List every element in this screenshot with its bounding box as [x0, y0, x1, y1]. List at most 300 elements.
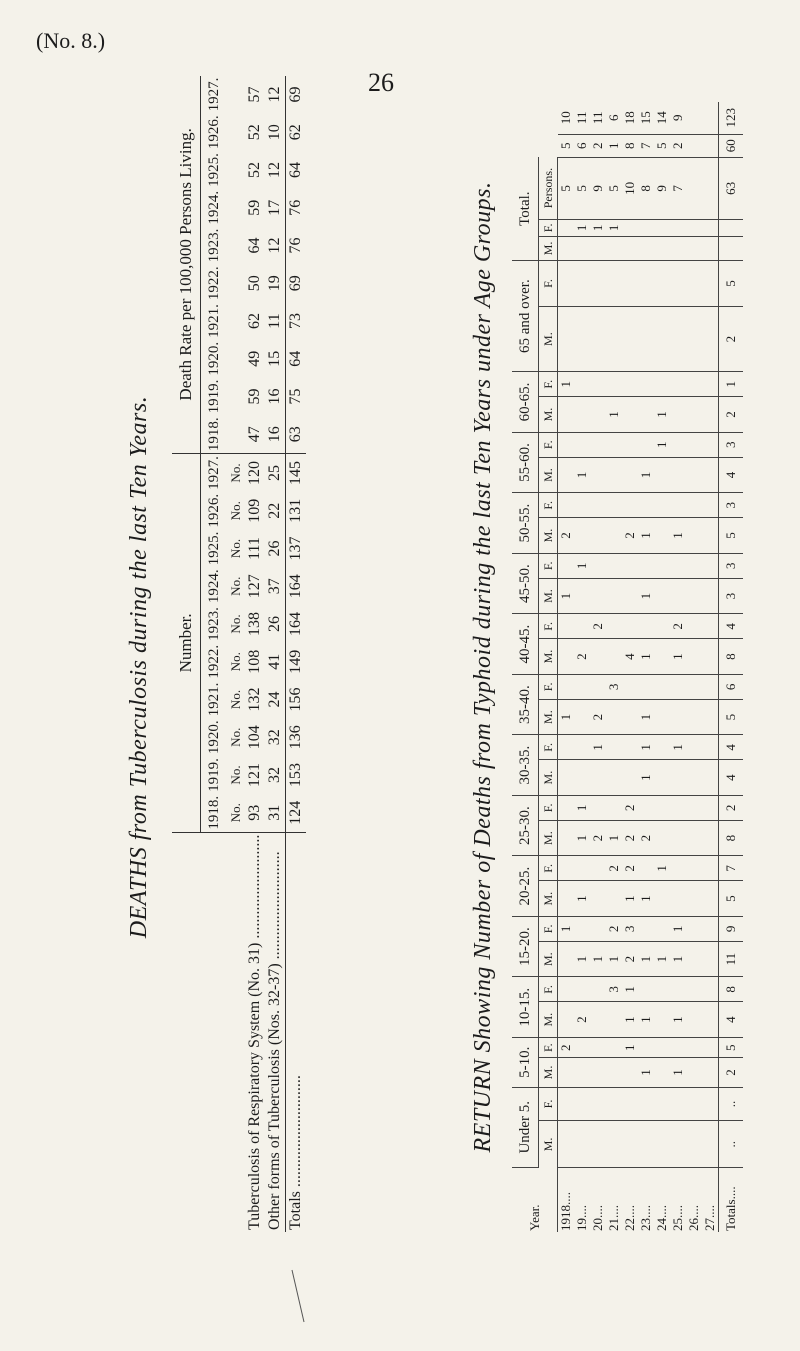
count-cell [622, 760, 638, 796]
count-cell [638, 674, 654, 699]
count-cell [558, 760, 575, 796]
tuberculosis-title [126, 102, 153, 1232]
count-cell [702, 432, 719, 457]
count-cell [686, 102, 702, 134]
count-cell: 1 [574, 941, 590, 977]
count-cell [702, 699, 719, 735]
table-row [265, 76, 286, 1232]
count-cell [686, 578, 702, 614]
rate-cell: 59 [246, 388, 263, 405]
count-cell: 1 [638, 941, 654, 977]
count-cell [686, 674, 702, 699]
number-cell: 121 [246, 762, 263, 787]
count-cell [654, 553, 670, 578]
rate-cell: 64 [246, 237, 263, 254]
count-cell [702, 795, 719, 820]
unit-label: No. [228, 463, 243, 483]
count-cell: 1 [670, 941, 686, 977]
count-cell [654, 493, 670, 518]
rate-cell: 69 [286, 76, 307, 114]
table-row [702, 102, 719, 1232]
count-cell [686, 881, 702, 917]
rate-cell: 17 [266, 199, 283, 216]
count-cell [574, 1037, 590, 1057]
count-cell [654, 881, 670, 917]
number-cell: 120 [246, 460, 263, 485]
count-cell [590, 457, 606, 493]
count-cell [558, 306, 575, 371]
count-cell: 1 [606, 820, 622, 856]
age-group-header: 20-25. [512, 856, 539, 917]
unit-label: No. [228, 652, 243, 672]
count-cell [702, 578, 719, 614]
total-cell: .. [719, 1121, 744, 1168]
total-cell: 3 [719, 553, 744, 578]
count-cell: 2 [590, 614, 606, 639]
count-cell [574, 372, 590, 397]
count-cell [558, 1121, 575, 1168]
table-row [670, 102, 686, 1232]
count-cell [654, 261, 670, 307]
count-cell [606, 614, 622, 639]
female-header: F. [539, 432, 558, 457]
count-cell [670, 760, 686, 796]
rate-cell: 52 [246, 124, 263, 141]
count-cell [558, 639, 575, 675]
rate-cell: 62 [246, 312, 263, 329]
female-header: F. [539, 674, 558, 699]
count-cell: 1 [638, 735, 654, 760]
count-cell [590, 372, 606, 397]
rate-cell: 47 [245, 415, 265, 453]
total-cell: 4 [719, 614, 744, 639]
total-cell: 9 [719, 916, 744, 941]
count-cell [590, 1087, 606, 1121]
count-cell [686, 1121, 702, 1168]
count-cell: 1 [638, 578, 654, 614]
count-cell [574, 614, 590, 639]
count-cell [702, 134, 719, 157]
count-cell [670, 699, 686, 735]
count-cell [702, 941, 719, 977]
count-cell [686, 820, 702, 856]
count-cell: 1 [670, 518, 686, 554]
count-cell [686, 856, 702, 881]
count-cell [638, 1121, 654, 1168]
count-cell [654, 1058, 670, 1087]
count-cell [670, 1037, 686, 1057]
count-cell [622, 699, 638, 735]
count-cell [702, 493, 719, 518]
count-cell [670, 397, 686, 433]
female-header: F. [539, 372, 558, 397]
count-cell [702, 977, 719, 1002]
total-cell: 6 [719, 674, 744, 699]
table-row [245, 76, 265, 1232]
unit-label: No. [228, 614, 243, 634]
count-cell: 8 [638, 157, 654, 219]
rate-unit-spacer [227, 76, 245, 454]
age-group-header: 50-55. [512, 493, 539, 554]
year-header: 1924. [205, 190, 222, 225]
count-cell [622, 432, 638, 457]
year-header: 1923. [205, 607, 222, 641]
count-cell [606, 306, 622, 371]
count-cell [638, 432, 654, 457]
count-cell [638, 1037, 654, 1057]
year-cell: 19.... [574, 1205, 589, 1231]
count-cell [574, 432, 590, 457]
count-cell [606, 553, 622, 578]
count-cell [686, 1087, 702, 1121]
count-cell [622, 306, 638, 371]
unit-row [227, 76, 245, 1232]
count-cell [702, 553, 719, 578]
count-cell [686, 977, 702, 1002]
male-header: M. [539, 760, 558, 796]
rate-cell: 73 [286, 302, 307, 340]
tuberculosis-panel [126, 77, 366, 1232]
count-cell [654, 1037, 670, 1057]
count-cell [606, 639, 622, 675]
unit-label: No. [228, 689, 243, 710]
count-cell: 1 [590, 735, 606, 760]
count-cell [622, 493, 638, 518]
unit-label: No. [228, 765, 243, 785]
count-cell [638, 236, 654, 260]
count-cell [686, 397, 702, 433]
count-cell [558, 674, 575, 699]
count-cell [638, 614, 654, 639]
male-header: M. [539, 699, 558, 735]
count-cell [558, 219, 575, 236]
count-cell [574, 578, 590, 614]
typhoid-title [470, 102, 497, 1232]
count-cell [702, 674, 719, 699]
count-cell [654, 457, 670, 493]
count-cell: 2 [622, 856, 638, 881]
count-cell [606, 457, 622, 493]
count-cell: 1 [638, 1058, 654, 1087]
count-cell: 3 [606, 977, 622, 1002]
page-number: 26 [368, 68, 394, 97]
count-cell: 4 [622, 639, 638, 675]
number-cell: 108 [246, 649, 263, 674]
count-cell [654, 1002, 670, 1038]
count-cell [654, 760, 670, 796]
number-cell: 25 [266, 464, 283, 481]
count-cell [574, 1121, 590, 1168]
count-cell [622, 735, 638, 760]
number-cell: 137 [286, 530, 307, 568]
row-label: Totals ............................ [286, 832, 307, 1232]
count-cell: 7 [670, 157, 686, 219]
count-cell: 2 [558, 1037, 575, 1057]
number-cell: 149 [286, 643, 307, 681]
total-cell: 3 [719, 578, 744, 614]
count-cell [670, 432, 686, 457]
unit-label: No. [228, 727, 243, 747]
count-cell [574, 518, 590, 554]
total-cell: 2 [719, 306, 744, 371]
number-cell: 104 [246, 725, 263, 750]
year-header: 1922. [205, 266, 222, 301]
count-cell [638, 916, 654, 941]
count-cell [558, 614, 575, 639]
count-cell [606, 261, 622, 307]
unit-spacer [227, 832, 245, 1232]
count-cell [558, 432, 575, 457]
count-cell [606, 1087, 622, 1121]
year-cell: 20.... [590, 1205, 605, 1231]
count-cell: 5 [558, 157, 575, 219]
number-cell: 37 [266, 578, 283, 595]
total-cell: 123 [719, 102, 744, 134]
year-header: 1918. [201, 794, 228, 832]
count-cell [638, 856, 654, 881]
count-cell [558, 941, 575, 977]
count-cell: 1 [606, 134, 622, 157]
count-cell: 1 [558, 372, 575, 397]
year-header: 1926. [205, 493, 222, 528]
count-cell: 2 [574, 639, 590, 675]
count-cell: 2 [622, 941, 638, 977]
count-cell [590, 977, 606, 1002]
age-group-header: 15-20. [512, 916, 539, 977]
female-header: F. [539, 1037, 558, 1057]
count-cell [574, 1087, 590, 1121]
number-cell: 145 [286, 454, 307, 492]
total-cell: 3 [719, 432, 744, 457]
female-header: F. [539, 1087, 558, 1121]
count-cell [574, 856, 590, 881]
count-cell [670, 261, 686, 307]
year-header: 1925. [205, 531, 222, 566]
count-cell [654, 614, 670, 639]
count-cell [606, 1037, 622, 1057]
count-cell [686, 157, 702, 219]
count-cell [670, 1087, 686, 1121]
year-cell: 24.... [654, 1205, 669, 1231]
number-cell: 138 [246, 611, 263, 636]
total-cell: 2 [719, 1058, 744, 1087]
count-cell [702, 1087, 719, 1121]
male-header: M. [539, 578, 558, 614]
count-cell [670, 457, 686, 493]
count-cell: 6 [574, 134, 590, 157]
count-cell: 9 [670, 102, 686, 134]
number-cell: 93 [245, 794, 265, 832]
count-cell [670, 856, 686, 881]
count-cell [622, 236, 638, 260]
table-row [606, 102, 622, 1232]
total-header: Total. [512, 157, 539, 260]
count-cell [638, 372, 654, 397]
count-cell [686, 518, 702, 554]
age-group-header: 25-30. [512, 795, 539, 856]
year-header: 1926. [205, 115, 222, 150]
count-cell: 1 [574, 219, 590, 236]
count-cell [622, 219, 638, 236]
count-cell: 1 [622, 1037, 638, 1057]
number-cell: 31 [265, 794, 286, 832]
label-header [172, 832, 227, 1232]
total-male-header: M. [539, 236, 558, 260]
count-cell [622, 1087, 638, 1121]
count-cell [558, 977, 575, 1002]
female-header: F. [539, 261, 558, 307]
count-cell [590, 760, 606, 796]
number-cell: 164 [286, 605, 307, 643]
count-cell: 2 [670, 614, 686, 639]
number-cell: 111 [246, 537, 263, 560]
rate-cell: 10 [266, 124, 283, 141]
unit-label: No. [228, 576, 243, 596]
year-header: 1923. [205, 228, 222, 263]
count-cell [670, 306, 686, 371]
rate-cell: 49 [246, 350, 263, 367]
female-header: F. [539, 614, 558, 639]
count-cell: 6 [606, 102, 622, 134]
age-group-header: 60-65. [512, 372, 539, 433]
rate-cell: 16 [265, 415, 286, 453]
count-cell [622, 397, 638, 433]
count-cell [670, 674, 686, 699]
year-cell: 22.... [622, 1205, 637, 1231]
count-cell [558, 553, 575, 578]
count-cell [702, 306, 719, 371]
count-cell: 1 [574, 553, 590, 578]
count-cell [590, 261, 606, 307]
male-header: M. [539, 1058, 558, 1087]
tuberculosis-table [172, 76, 306, 1232]
rate-header: Death Rate per 100,000 Persons Living. [172, 76, 201, 454]
count-cell [638, 306, 654, 371]
table-row [622, 102, 638, 1232]
count-cell [606, 760, 622, 796]
pencil-stroke-icon [290, 1268, 308, 1324]
count-cell [590, 553, 606, 578]
number-cell: 32 [266, 766, 283, 783]
count-cell [702, 1002, 719, 1038]
number-cell: 26 [266, 615, 283, 632]
count-cell [702, 261, 719, 307]
year-header: Year. [512, 1168, 558, 1233]
count-cell: 1 [638, 760, 654, 796]
count-cell [654, 578, 670, 614]
count-cell [654, 1121, 670, 1168]
count-cell [590, 916, 606, 941]
count-cell [574, 916, 590, 941]
count-cell [574, 306, 590, 371]
count-cell [654, 219, 670, 236]
total-cell [719, 236, 744, 260]
number-cell: 32 [266, 729, 283, 746]
typhoid-panel [470, 102, 738, 1232]
age-group-header: 55-60. [512, 432, 539, 493]
count-cell [558, 457, 575, 493]
count-cell [638, 261, 654, 307]
count-cell [590, 1058, 606, 1087]
age-group-header: 35-40. [512, 674, 539, 735]
total-cell: 3 [719, 493, 744, 518]
count-cell [606, 518, 622, 554]
count-cell [622, 1058, 638, 1087]
count-cell [654, 1087, 670, 1121]
count-cell [638, 219, 654, 236]
count-cell [702, 735, 719, 760]
count-cell [558, 881, 575, 917]
rate-cell: 16 [266, 388, 283, 405]
count-cell [606, 735, 622, 760]
count-cell [702, 881, 719, 917]
number-header: Number. [172, 454, 201, 833]
total-cell: 8 [719, 820, 744, 856]
male-header: M. [539, 1121, 558, 1168]
count-cell [590, 1002, 606, 1038]
year-cell: 23.... [638, 1205, 653, 1231]
count-cell [606, 881, 622, 917]
count-cell [686, 134, 702, 157]
total-cell: 7 [719, 856, 744, 881]
year-header: 1927. [205, 456, 222, 490]
count-cell [654, 674, 670, 699]
number-cell: 22 [266, 502, 283, 519]
age-group-header: 45-50. [512, 553, 539, 614]
count-cell [654, 236, 670, 260]
count-cell [654, 372, 670, 397]
count-cell: 1 [606, 941, 622, 977]
count-cell: 2 [606, 856, 622, 881]
table-row [654, 102, 670, 1232]
count-cell: 15 [638, 102, 654, 134]
count-cell [606, 1058, 622, 1087]
count-cell [590, 518, 606, 554]
rate-cell: 15 [266, 350, 283, 367]
count-cell: 1 [654, 432, 670, 457]
count-cell [686, 493, 702, 518]
count-cell [670, 236, 686, 260]
count-cell [590, 639, 606, 675]
count-cell [686, 1058, 702, 1087]
count-cell [670, 372, 686, 397]
count-cell [638, 397, 654, 433]
count-cell: 1 [638, 881, 654, 917]
total-cell: 1 [719, 372, 744, 397]
count-cell: 1 [654, 856, 670, 881]
title-italic: during the last Ten Years under Age Groups. [470, 181, 496, 630]
count-cell [686, 236, 702, 260]
female-header: F. [539, 553, 558, 578]
male-header: M. [539, 1002, 558, 1038]
count-cell [654, 916, 670, 941]
count-cell [574, 261, 590, 307]
count-cell [702, 397, 719, 433]
year-header: 1921. [205, 304, 222, 338]
count-cell [574, 1058, 590, 1087]
count-cell [702, 102, 719, 134]
count-cell [622, 614, 638, 639]
total-cell: .. [719, 1087, 744, 1121]
number-cell: 124 [286, 794, 307, 832]
count-cell [686, 553, 702, 578]
rate-cell: 12 [266, 86, 283, 103]
female-header: F. [539, 916, 558, 941]
age-group-header: 40-45. [512, 614, 539, 675]
count-cell: 1 [558, 578, 575, 614]
row-label: Other forms of Tuberculosis (Nos. 32-37) ........................... [266, 851, 283, 1230]
count-cell [702, 614, 719, 639]
